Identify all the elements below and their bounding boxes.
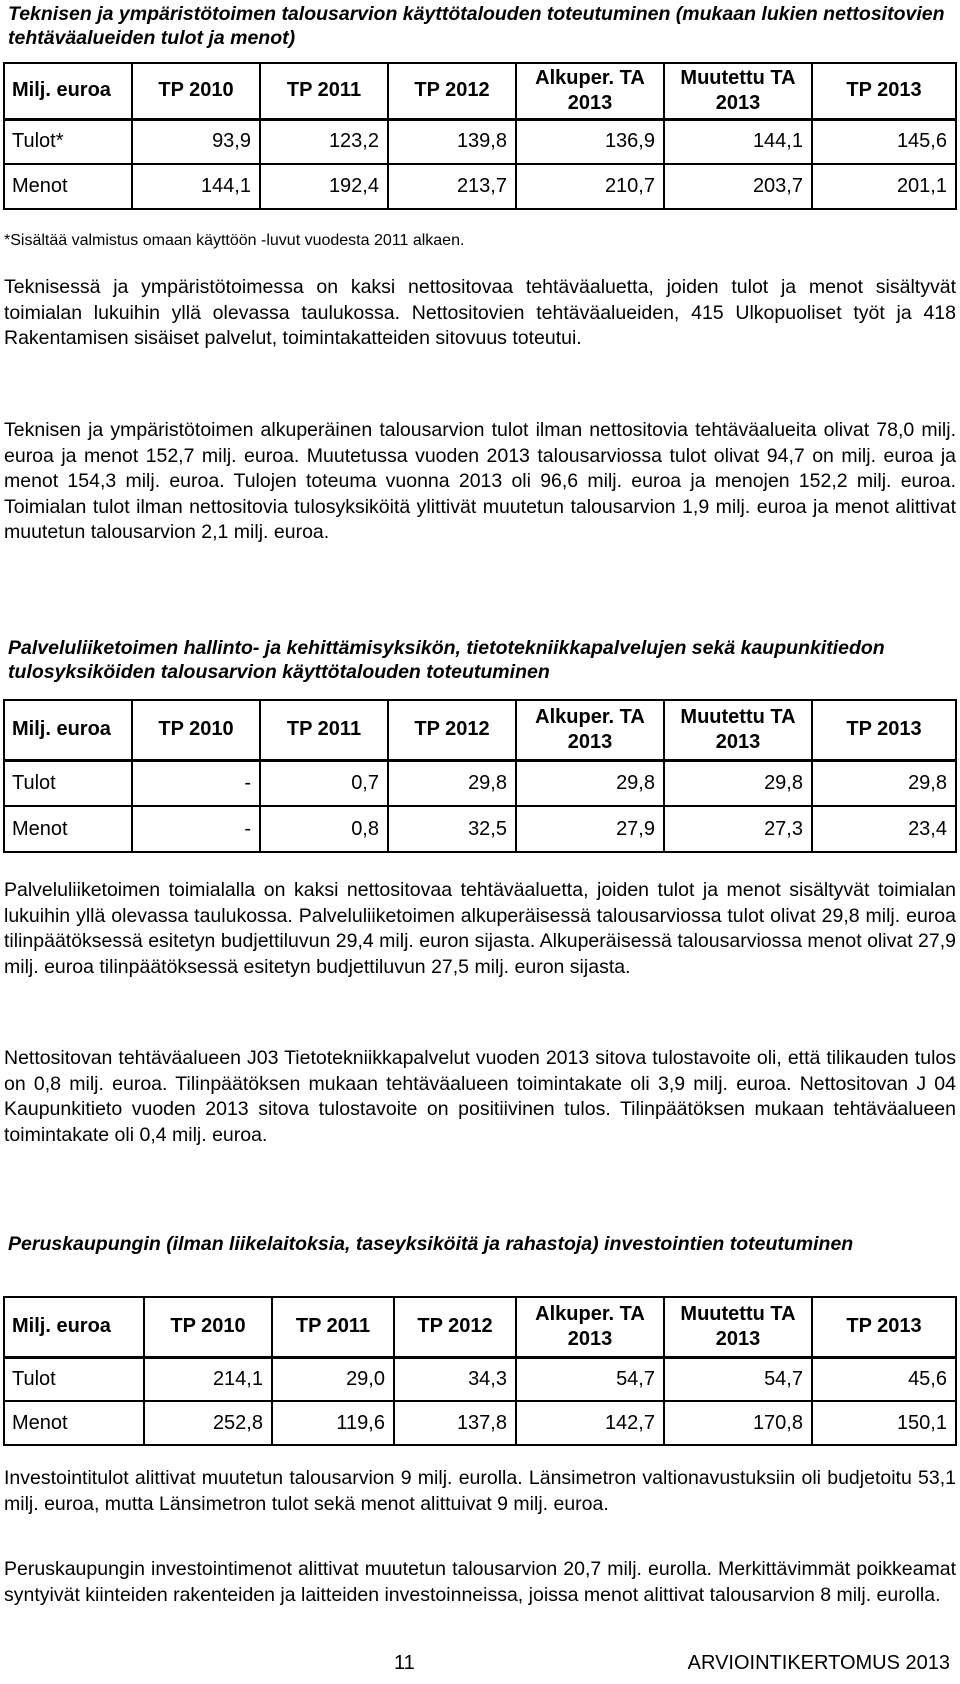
section1-title: Teknisen ja ympäristötoimen talousarvion käyttötalouden toteutuminen (mukaan lukien nettositovien tehtäväalueiden tulot ja menot) <box>8 3 945 49</box>
table-cell: 192,4 <box>260 164 388 209</box>
paragraph: Palveluliiketoimen toimialalla on kaksi nettositovaa tehtäväaluetta, joiden tulot ja menot sisältyvät toimialan lukuihin yllä olevassa taulukossa. Palveluliiketoimen alkuperäisessä talousarviossa tulot olivat 29,8 milj. euroa tilinpäätöksessä esitetyn budjettiluvun 29,4 milj. euron sijasta. Alkuperäisessä talousarviossa menot olivat 27,9 milj. euroa tilinpäätöksessä esitetyn budjettiluvun 27,5 milj. euron sijasta. <box>4 879 956 978</box>
table-cell: 137,8 <box>394 1401 516 1445</box>
table-cell: 45,6 <box>812 1357 956 1401</box>
table-cell: 201,1 <box>812 164 956 209</box>
column-header: TP 2011 <box>272 1297 394 1357</box>
section3-table <box>3 1296 957 1446</box>
table-cell: 34,3 <box>394 1357 516 1401</box>
table-cell: 145,6 <box>812 119 956 164</box>
report-title: ARVIOINTIKERTOMUS 2013 <box>687 1652 950 1674</box>
table-row <box>4 760 956 806</box>
table-cell: 29,8 <box>516 760 664 806</box>
section1-table <box>3 62 957 210</box>
column-header: TP 2013 <box>812 63 956 119</box>
page-number: 11 <box>394 1652 415 1674</box>
table-cell: 29,8 <box>388 760 516 806</box>
table-header-row <box>4 1297 956 1357</box>
column-header: TP 2012 <box>394 1297 516 1357</box>
table-cell: 210,7 <box>516 164 664 209</box>
paragraph: Investointitulot alittivat muutetun talousarvion 9 milj. eurolla. Länsimetron valtionavustuksiin oli budjetoitu 53,1 milj. euroa, mutta Länsimetron tulot sekä menot alittuivat 9 milj. euroa. <box>4 1467 956 1515</box>
table-cell: 252,8 <box>144 1401 272 1445</box>
paragraph: Peruskaupungin investointimenot alittivat muutetun talousarvion 20,7 milj. eurolla. Merkittävimmät poikkeamat syntyivät kiinteiden rakenteiden ja laitteiden investoinneissa, joissa menot alittivat talousarvion 8 milj. eurolla. <box>4 1558 956 1606</box>
row-label: Menot <box>4 164 132 209</box>
column-header: Milj. euroa <box>4 700 132 760</box>
column-header: Milj. euroa <box>4 63 132 119</box>
table-cell: 54,7 <box>664 1357 812 1401</box>
table-row <box>4 164 956 209</box>
column-header: TP 2013 <box>812 1297 956 1357</box>
column-header: TP 2010 <box>132 63 260 119</box>
column-header: TP 2013 <box>812 700 956 760</box>
table-cell: 27,9 <box>516 806 664 852</box>
table-cell: 29,8 <box>812 760 956 806</box>
table-cell: 136,9 <box>516 119 664 164</box>
table-row <box>4 806 956 852</box>
table-cell: 27,3 <box>664 806 812 852</box>
table-cell: 93,9 <box>132 119 260 164</box>
section2-title: Palveluliiketoimen hallinto- ja kehittämisyksikön, tietotekniikkapalvelujen sekä kaupunkitiedon tulosyksiköiden talousarvion käyttötalouden toteutuminen <box>8 637 885 683</box>
column-header: Alkuper. TA 2013 <box>516 1297 664 1357</box>
table-cell: 150,1 <box>812 1401 956 1445</box>
column-header: Alkuper. TA 2013 <box>516 700 664 760</box>
column-header: Muutettu TA 2013 <box>664 700 812 760</box>
table-cell: 23,4 <box>812 806 956 852</box>
column-header: Alkuper. TA 2013 <box>516 63 664 119</box>
table-row <box>4 119 956 164</box>
table-cell: 54,7 <box>516 1357 664 1401</box>
row-label: Menot <box>4 806 132 852</box>
table-footnote: *Sisältää valmistus omaan käyttöön -luvut vuodesta 2011 alkaen. <box>4 232 465 249</box>
table-cell: - <box>132 760 260 806</box>
column-header: Muutettu TA 2013 <box>664 1297 812 1357</box>
table-cell: 213,7 <box>388 164 516 209</box>
section3-title: Peruskaupungin (ilman liikelaitoksia, taseyksiköitä ja rahastoja) investointien toteutuminen <box>8 1233 854 1255</box>
table-header-row <box>4 63 956 119</box>
paragraph: Teknisessä ja ympäristötoimessa on kaksi nettositovaa tehtäväaluetta, joiden tulot ja menot sisältyvät toimialan lukuihin yllä olevassa taulukossa. Nettositovien tehtäväalueiden, 415 Ulkopuoliset työt ja 418 Rakentamisen sisäiset palvelut, toimintakatteiden sitovuus toteutui. <box>4 276 956 350</box>
column-header: TP 2010 <box>132 700 260 760</box>
table-cell: 214,1 <box>144 1357 272 1401</box>
table-cell: 139,8 <box>388 119 516 164</box>
column-header: Muutettu TA 2013 <box>664 63 812 119</box>
table-cell: 144,1 <box>664 119 812 164</box>
table-row <box>4 1357 956 1401</box>
column-header: TP 2011 <box>260 700 388 760</box>
table-cell: 123,2 <box>260 119 388 164</box>
row-label: Tulot <box>4 760 132 806</box>
section2-table <box>3 699 957 853</box>
table-cell: 142,7 <box>516 1401 664 1445</box>
column-header: TP 2010 <box>144 1297 272 1357</box>
paragraph: Teknisen ja ympäristötoimen alkuperäinen talousarvion tulot ilman nettositovia tehtäväalueita olivat 78,0 milj. euroa ja menot 152,7 milj. euroa. Muutetussa vuoden 2013 talousarviossa tulot olivat 94,7 on milj. euroa ja menot 154,3 milj. euroa. Tulojen toteuma vuonna 2013 oli 96,6 milj. euroa ja menojen 152,2 milj. euroa. Toimialan tulot ilman nettositovia tulosyksiköitä ylittivät muutetun talousarvion 1,9 milj. euroa ja menot alittivat muutetun talousarvion 2,1 milj. euroa. <box>4 419 956 544</box>
column-header: TP 2012 <box>388 63 516 119</box>
table-cell: 29,0 <box>272 1357 394 1401</box>
table-header-row <box>4 700 956 760</box>
table-row <box>4 1401 956 1445</box>
row-label: Tulot <box>4 1357 144 1401</box>
row-label: Tulot* <box>4 119 132 164</box>
table-cell: 170,8 <box>664 1401 812 1445</box>
column-header: TP 2012 <box>388 700 516 760</box>
table-cell: - <box>132 806 260 852</box>
row-label: Menot <box>4 1401 144 1445</box>
table-cell: 119,6 <box>272 1401 394 1445</box>
table-cell: 144,1 <box>132 164 260 209</box>
table-cell: 0,7 <box>260 760 388 806</box>
column-header: Milj. euroa <box>4 1297 144 1357</box>
paragraph: Nettositovan tehtäväalueen J03 Tietotekniikkapalvelut vuoden 2013 sitova tulostavoite oli, että tilikauden tulos on 0,8 milj. euroa. Tilinpäätöksen mukaan tehtäväalueen toimintakate oli 3,9 milj. euroa. Nettositovan J 04 Kaupunkitieto vuoden 2013 sitova tulostavoite on positiivinen tulos. Tilinpäätöksen mukaan tehtäväalueen toimintakate oli 0,4 milj. euroa. <box>4 1047 956 1146</box>
table-cell: 203,7 <box>664 164 812 209</box>
table-cell: 29,8 <box>664 760 812 806</box>
table-cell: 0,8 <box>260 806 388 852</box>
column-header: TP 2011 <box>260 63 388 119</box>
table-cell: 32,5 <box>388 806 516 852</box>
